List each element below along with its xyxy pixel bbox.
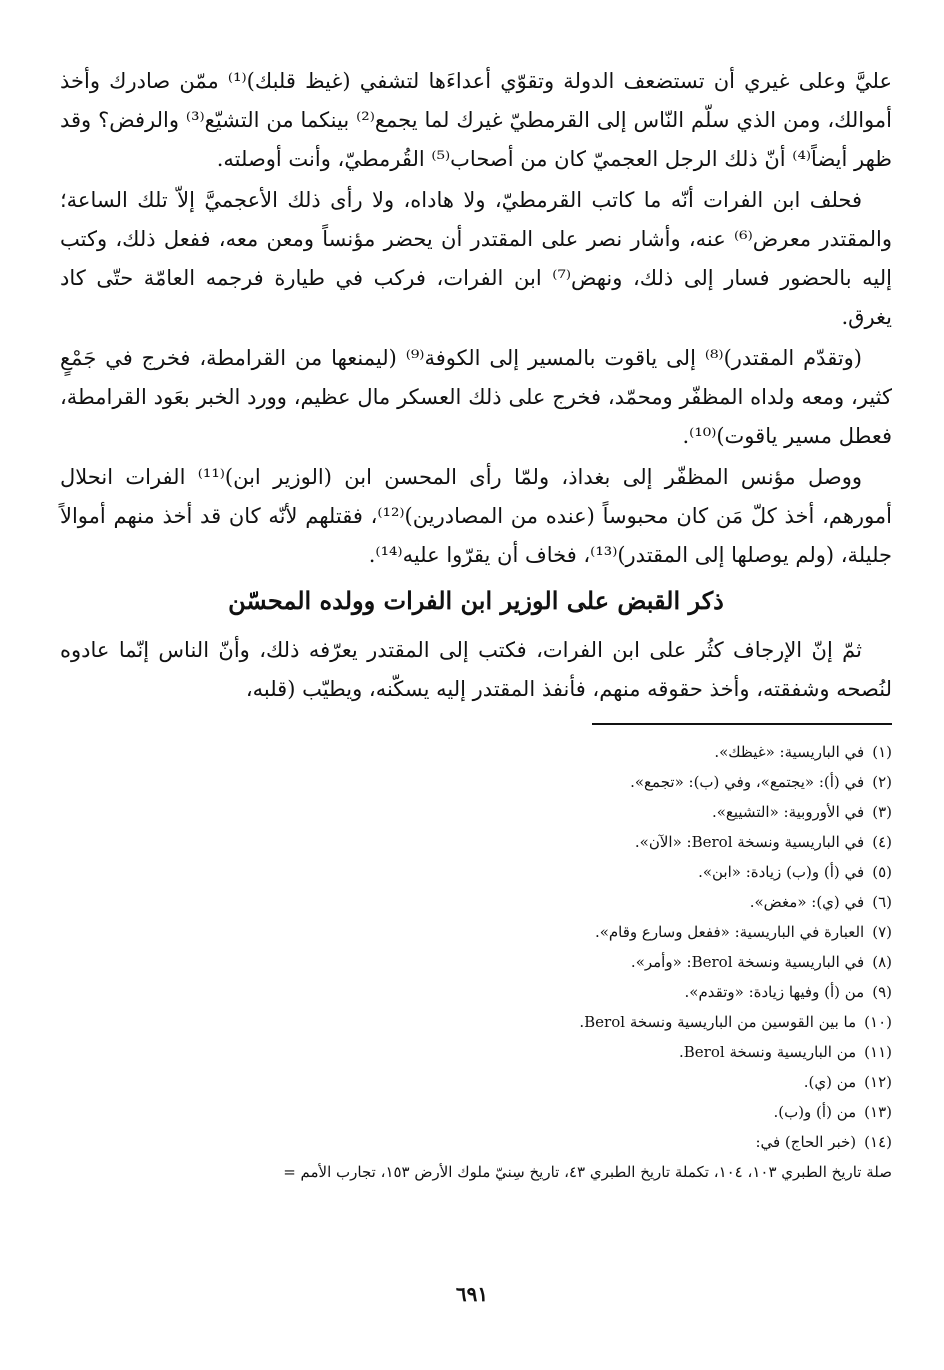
- footnote-text: في الباريسية ونسخة Berol: «وأمر».: [630, 953, 865, 971]
- footnote: [60, 917, 892, 947]
- footnote: [60, 1007, 892, 1037]
- footnote: [60, 827, 892, 857]
- footnote-number: (١٤): [864, 1133, 892, 1151]
- paragraph: عليَّ وعلى غيري أن تستضعف الدولة وتقوّي أعداءَها لتشفي (غيظ قلبك)⁽¹⁾ ممّن صادرك وأخذ أموالك، ومن الذي سلّم النّاس إلى القرمطيّ غيرك لما يجمع⁽²⁾ بينكما من التشيّع⁽³⁾ والرفض؟ وقد ظهر أيضاً⁽⁴⁾ أنّ ذلك الرجل العجميّ كان من أصحاب⁽⁵⁾ القُرمطيّ، وأنت أوصلته.: [60, 69, 892, 171]
- footnote-text: في الأوروبية: «التشييع».: [711, 803, 865, 821]
- footnote: [60, 977, 892, 1007]
- footnote-text: من (أ) و(ب).: [773, 1103, 857, 1121]
- paragraph: ثمّ إنّ الإرجاف كثُر على ابن الفرات، فكتب إلى المقتدر يعرّفه ذلك، وأنّ الناس إنّما عادوه لنُصحه وشفقته، وأخذ حقوقه منهم، فأنفذ المقتدر إليه يسكّنه، ويطيّب (قلبه،: [60, 638, 892, 701]
- footnote: [60, 1037, 892, 1067]
- footnote: [60, 887, 892, 917]
- footnote-number: (٥): [872, 863, 892, 881]
- footnote-number: (١٣): [864, 1103, 892, 1121]
- footnote: [60, 857, 892, 887]
- paragraph: ووصل مؤنس المظفّر إلى بغداذ، ولمّا رأى المحسن ابن (الوزير ابن)⁽¹¹⁾ الفرات انحلال أمورهم، أخذ كلّ مَن كان محبوساً (عنده من المصادرين)⁽¹²⁾، فقتلهم لأنّه كان قد أخذ منهم أموالاً جليلة، (ولم يوصلها إلى المقتدر)⁽¹³⁾، فخاف أن يقرّوا عليه⁽¹⁴⁾.: [60, 465, 892, 567]
- footnote-text: في (أ): «يجتمع»، وفي (ب): «تجمع».: [630, 773, 865, 791]
- footnote-number: (٩): [872, 983, 892, 1001]
- footnote-number: (١٢): [864, 1073, 892, 1091]
- page: [60, 62, 892, 1187]
- footnote: [60, 1097, 892, 1127]
- footnote-number: (٢): [872, 773, 892, 791]
- footnote-continuation: صلة تاريخ الطبري ١٠٣، ١٠٤، تكملة تاريخ الطبري ٤٣، تاريخ سِنيّ ملوك الأرض ١٥٣، تجارب الأمم =: [283, 1163, 892, 1181]
- paragraph: (وتقدّم المقتدر)⁽⁸⁾ إلى ياقوت بالمسير إلى الكوفة⁽⁹⁾ (ليمنعها من القرامطة، فخرج في جَمْعٍ كثير، ومعه ولداه المظفّر ومحمّد، فخرج على ذلك العسكر مال عظيم، وورد الخبر بعَود القرامطة، فعطل مسير ياقوت)⁽¹⁰⁾.: [60, 346, 892, 448]
- footnote-divider: [592, 723, 892, 725]
- footnote-text: من (أ) وفيها زيادة: «وتقدم».: [684, 983, 865, 1001]
- section-heading: ذكر القبض على الوزير ابن الفرات وولده المحسّن: [228, 586, 724, 615]
- footnote-number: (٨): [872, 953, 892, 971]
- footnote-number: (٧): [872, 923, 892, 941]
- footnote: [60, 947, 892, 977]
- section-text: [60, 631, 892, 709]
- footnote-text: في الباريسية ونسخة Berol: «الآن».: [634, 833, 865, 851]
- footnote-text: (خبر الحاج) في:: [755, 1133, 857, 1151]
- paragraph: فحلف ابن الفرات أنّه ما كاتب القرمطيّ، ولا هاداه، ولا رأى ذلك الأعجميَّ إلاّ تلك الساعة؛ والمقتدر معرض⁽⁶⁾ عنه، وأشار نصر على المقتدر أن يحضر مؤنساً ومعن معه، ففعل ذلك، وكتب إليه بالحضور فسار إلى ذلك، ونهض⁽⁷⁾ ابن الفرات، فركب في طيارة فرجمه العامّة حتّى كاد يغرق.: [60, 188, 893, 329]
- footnote-number: (٤): [872, 833, 892, 851]
- footnote-text: من الباريسية ونسخة Berol.: [678, 1043, 857, 1061]
- footnote-text: في الباريسية: «غيظك».: [714, 743, 865, 761]
- footnote: [60, 1067, 892, 1097]
- footnotes: [60, 737, 892, 1187]
- footnote-text: في (ي): «مغض».: [749, 893, 865, 911]
- footnote: [60, 737, 892, 767]
- footnote-text: العبارة في الباريسية: «ففعل وسارع وقام».: [594, 923, 865, 941]
- footnote-number: (٦): [872, 893, 892, 911]
- footnote-text: من (ي).: [803, 1073, 857, 1091]
- page-number: ٦٩١: [455, 1282, 489, 1306]
- footnote-number: (١): [872, 743, 892, 761]
- footnote-text: ما بين القوسين من الباريسية ونسخة Berol.: [579, 1013, 857, 1031]
- footnote: [60, 1127, 892, 1157]
- footnote: [60, 797, 892, 827]
- footnote-text: في (أ) و(ب) زيادة: «ابن».: [698, 863, 865, 881]
- footnote: [60, 767, 892, 797]
- footnote-number: (١١): [864, 1043, 892, 1061]
- footnote-number: (٣): [872, 803, 892, 821]
- footnote-number: (١٠): [864, 1013, 892, 1031]
- main-text: [60, 62, 892, 575]
